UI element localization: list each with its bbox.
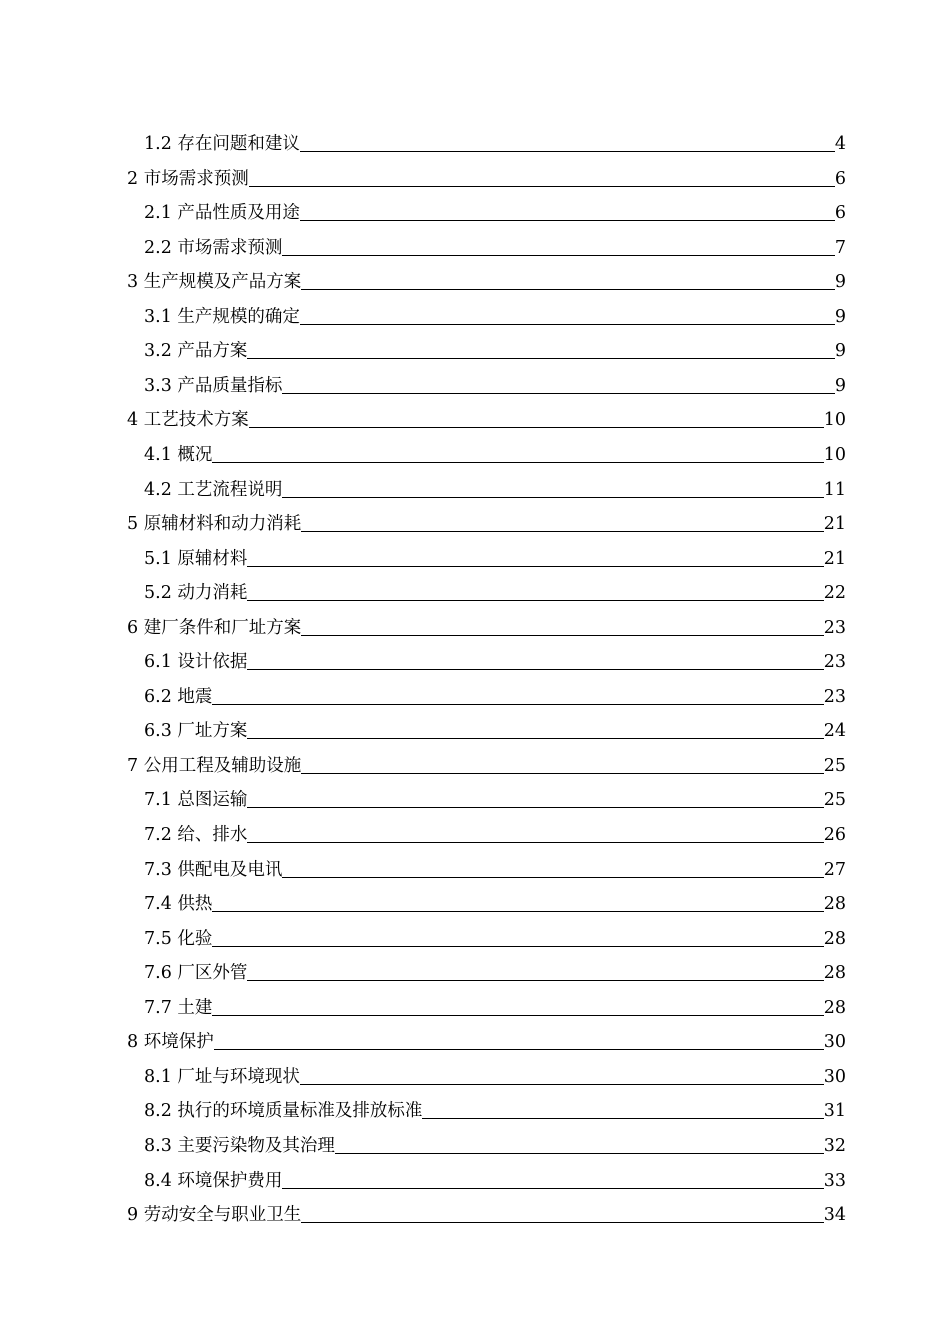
toc-leader-line	[301, 289, 835, 290]
toc-entry-title: 6.3 厂址方案	[144, 721, 248, 742]
toc-entry-title: 5 原辅材料和动力消耗	[127, 514, 302, 535]
toc-entry-title: 1.2 存在问题和建议	[144, 134, 300, 154]
toc-entry-title: 7 公用工程及辅助设施	[127, 755, 302, 776]
toc-entry-page-number: 28	[823, 894, 846, 915]
toc-leader-line	[247, 566, 823, 567]
toc-entry-title: 3 生产规模及产品方案	[127, 272, 302, 293]
toc-entry-page-number: 22	[823, 583, 846, 604]
toc-leader-line	[249, 186, 835, 187]
toc-entry[interactable]	[144, 812, 846, 846]
toc-entry-page-number: 4	[834, 134, 846, 154]
toc-entry[interactable]	[127, 1192, 846, 1226]
toc-entry-page-number: 30	[823, 1032, 846, 1053]
toc-entry-page-number: 10	[823, 444, 846, 465]
toc-entry-page-number: 21	[823, 514, 846, 535]
toc-leader-line	[301, 635, 824, 636]
toc-entry-page-number: 9	[834, 375, 846, 396]
toc-entry-page-number: 9	[834, 306, 846, 327]
toc-entry-page-number: 24	[823, 721, 846, 742]
toc-entry[interactable]	[144, 294, 846, 328]
toc-entry[interactable]	[144, 467, 846, 501]
toc-entry-page-number: 26	[823, 825, 846, 845]
toc-entry[interactable]	[144, 881, 846, 915]
toc-entry-title: 4.1 概况	[144, 444, 213, 465]
toc-entry-title: 6.1 设计依据	[144, 652, 248, 673]
toc-entry[interactable]	[127, 259, 846, 293]
toc-leader-line	[282, 255, 834, 256]
toc-entry[interactable]	[144, 847, 846, 881]
toc-entry-page-number: 21	[823, 548, 846, 569]
toc-entry-title: 7.4 供热	[144, 894, 213, 915]
toc-entry[interactable]	[144, 1054, 846, 1088]
toc-entry[interactable]	[144, 777, 846, 811]
toc-entry-page-number: 32	[823, 1135, 846, 1156]
toc-entry[interactable]	[127, 1019, 846, 1053]
toc-leader-line	[247, 807, 823, 808]
toc-leader-line	[247, 600, 823, 601]
toc-leader-line	[249, 427, 824, 428]
toc-leader-line	[301, 1222, 824, 1223]
toc-leader-line	[247, 669, 823, 670]
toc-entry-title: 7.5 化验	[144, 928, 213, 949]
toc-entry-page-number: 28	[823, 928, 846, 949]
toc-entry[interactable]	[144, 570, 846, 604]
toc-entry[interactable]	[127, 156, 846, 190]
toc-entry-title: 6.2 地震	[144, 686, 213, 707]
toc-entry-page-number: 7	[834, 237, 846, 258]
toc-entry-page-number: 30	[823, 1066, 846, 1087]
toc-entry-page-number: 28	[823, 997, 846, 1018]
toc-entry-title: 2.2 市场需求预测	[144, 237, 283, 258]
toc-leader-line	[212, 1015, 823, 1016]
toc-entry[interactable]	[144, 674, 846, 708]
toc-entry[interactable]	[144, 432, 846, 466]
toc-entry-page-number: 23	[823, 686, 846, 707]
toc-entry-title: 8 环境保护	[127, 1032, 214, 1053]
toc-leader-line	[300, 1084, 824, 1085]
toc-entry[interactable]	[144, 225, 846, 259]
toc-entry-page-number: 23	[823, 617, 846, 638]
toc-entry-title: 4 工艺技术方案	[127, 410, 249, 431]
toc-entry-title: 3.2 产品方案	[144, 341, 248, 362]
toc-leader-line	[212, 946, 823, 947]
toc-entry[interactable]	[144, 536, 846, 570]
toc-entry-page-number: 31	[823, 1101, 846, 1122]
toc-leader-line	[282, 497, 823, 498]
toc-entry-title: 3.1 生产规模的确定	[144, 306, 300, 327]
toc-leader-line	[282, 877, 823, 878]
toc-leader-line	[422, 1118, 823, 1119]
toc-entry-page-number: 25	[823, 755, 846, 776]
toc-leader-line	[212, 911, 823, 912]
toc-entry-title: 7.3 供配电及电讯	[144, 859, 283, 880]
toc-entry-page-number: 9	[834, 272, 846, 293]
toc-entry-title: 2.1 产品性质及用途	[144, 203, 300, 224]
toc-entry-title: 8.3 主要污染物及其治理	[144, 1135, 335, 1156]
toc-entry-page-number: 9	[834, 341, 846, 362]
toc-entry[interactable]	[144, 1123, 846, 1157]
toc-entry[interactable]	[144, 1088, 846, 1122]
toc-leader-line	[212, 462, 823, 463]
toc-entry-title: 8.1 厂址与环境现状	[144, 1066, 300, 1087]
toc-entry-title: 2 市场需求预测	[127, 168, 249, 189]
toc-leader-line	[247, 358, 834, 359]
toc-leader-line	[282, 393, 834, 394]
toc-entry[interactable]	[144, 985, 846, 1019]
toc-entry[interactable]	[144, 1158, 846, 1192]
toc-leader-line	[300, 151, 835, 152]
toc-entry[interactable]	[144, 950, 846, 984]
toc-entry-page-number: 11	[823, 479, 846, 500]
toc-leader-line	[247, 738, 823, 739]
toc-entry[interactable]	[144, 639, 846, 673]
toc-entry[interactable]	[127, 605, 846, 639]
toc-leader-line	[212, 704, 823, 705]
toc-entry-title: 8.4 环境保护费用	[144, 1170, 283, 1191]
toc-entry-page-number: 23	[823, 652, 846, 673]
toc-entry-title: 7.1 总图运输	[144, 790, 248, 811]
toc-entry[interactable]	[144, 328, 846, 362]
toc-entry-page-number: 6	[834, 203, 846, 224]
toc-entry[interactable]	[127, 501, 846, 535]
toc-entry[interactable]	[144, 363, 846, 397]
toc-entry-page-number: 28	[823, 963, 846, 984]
toc-entry[interactable]	[127, 743, 846, 777]
toc-entry-title: 7.6 厂区外管	[144, 963, 248, 984]
toc-leader-line	[300, 220, 835, 221]
toc-entry[interactable]	[144, 190, 846, 224]
toc-entry-title: 8.2 执行的环境质量标准及排放标准	[144, 1101, 423, 1122]
toc-entry-title: 3.3 产品质量指标	[144, 375, 283, 396]
toc-leader-line	[282, 1188, 823, 1189]
toc-entry-page-number: 27	[823, 859, 846, 880]
toc-leader-line	[301, 531, 824, 532]
toc-entry-title: 6 建厂条件和厂址方案	[127, 617, 302, 638]
toc-entry-page-number: 6	[834, 168, 846, 189]
toc-entry-title: 7.7 土建	[144, 997, 213, 1018]
toc-leader-line	[300, 324, 835, 325]
toc-entry-title: 7.2 给、排水	[144, 825, 248, 845]
toc-leader-line	[214, 1049, 824, 1050]
toc-entry-page-number: 34	[823, 1205, 846, 1226]
toc-leader-line	[247, 980, 823, 981]
toc-leader-line	[335, 1153, 824, 1154]
toc-entry-page-number: 25	[823, 790, 846, 811]
toc-entry-title: 4.2 工艺流程说明	[144, 479, 283, 500]
toc-entry[interactable]	[144, 121, 846, 155]
toc-entry[interactable]	[144, 708, 846, 742]
toc-entry[interactable]	[127, 397, 846, 431]
toc-leader-line	[301, 773, 824, 774]
toc-entry-page-number: 10	[823, 410, 846, 431]
toc-entry-title: 9 劳动安全与职业卫生	[127, 1205, 302, 1226]
toc-entry[interactable]	[144, 916, 846, 950]
toc-entry-page-number: 33	[823, 1170, 846, 1191]
toc-entry-title: 5.1 原辅材料	[144, 548, 248, 569]
toc-leader-line	[247, 842, 823, 843]
toc-entry-title: 5.2 动力消耗	[144, 583, 248, 604]
